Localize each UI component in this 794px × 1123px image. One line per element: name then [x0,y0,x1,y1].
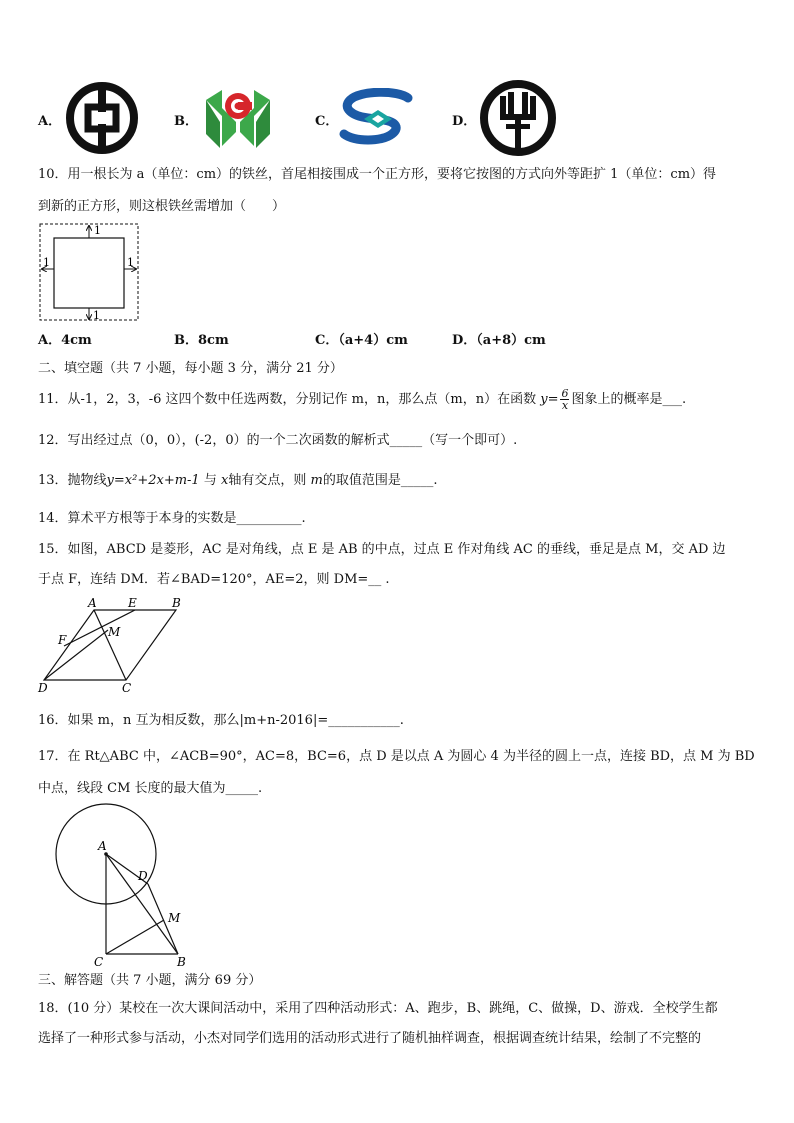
label-m: M [108,625,121,639]
label-e: E [128,596,137,610]
agricultural-bank-logo-icon [478,78,558,158]
q11-pre: 11．从-1，2，3，-6 这四个数中任选两数，分别记作 m，n，那么点（m，n）在函数 [38,392,537,407]
fig-label-right: 1 [127,256,134,269]
label-d: D [138,869,148,883]
label-a: A [98,839,107,853]
label-c: C [94,955,104,968]
fig-label-left: 1 [43,256,50,269]
option-d-label: D． [452,114,477,129]
option-a-label: A． [38,114,62,129]
q13-x: x [221,473,229,488]
everbright-bank-logo-icon [338,88,418,150]
q17-circle-figure [50,800,190,968]
q13-line [38,472,437,490]
fig-label-bottom: 1 [93,309,100,322]
label-f: F [58,633,67,647]
label-d: D [38,681,48,694]
q13-post: 的取值范围是_____. [322,473,438,488]
label-m: M [168,911,181,925]
q13-mid2: 轴有交点，则 [228,473,307,488]
q10-line2: 到新的正方形，则这根铁丝需增加（ ） [38,199,286,214]
q13-pre: 13．抛物线 [38,473,107,488]
q11-numerator: 6 [561,387,569,400]
q17-line1: 17．在 Rt△ABC 中，∠ACB=90°，AC=8，BC=6，点 D 是以点 A 为圆心 4 为半径的圆上一点，连接 BD，点 M 为 BD [38,749,755,764]
label-b: B [172,596,181,610]
label-b: B [177,955,186,968]
q10-square-figure [38,222,140,322]
bank-of-china-logo-icon [64,80,140,156]
q10-option-d: D．（a+8）cm [452,333,546,348]
q13-mid: 与 [203,473,217,488]
segment-cm [106,920,164,954]
q18-line1: 18．(10 分）某校在一次大课间活动中，采用了四种活动形式：A、跑步，B、跳绳，C、做操，D、游戏．全校学生都 [38,1001,718,1016]
q18-line2: 选择了一种形式参与活动，小杰对同学们选用的活动形式进行了随机抽样调查，根据调查统计结果，绘制了不完整的 [38,1031,702,1046]
q11-fraction [560,388,569,411]
construction-bank-logo-icon [202,82,274,154]
q10-line1: 10．用一根长为 a（单位：cm）的铁丝，首尾相接围成一个正方形，要将它按图的方式向外等距扩 1（单位：cm）得 [38,167,717,182]
q11-y: y [540,392,548,407]
q13-m: m [310,473,323,488]
q15-line2: 于点 F，连结 DM．若∠BAD=120°，AE=2，则 DM=__ . [38,572,390,587]
q15-rhombus-figure [36,596,186,694]
q17-line2: 中点，线段 CM 长度的最大值为_____. [38,781,263,796]
q10-option-b: B．8cm [174,333,229,348]
section2-heading: 二、填空题（共 7 小题，每小题 3 分，满分 21 分） [38,361,343,376]
diagonal-ac [94,610,126,680]
q10-option-a: A．4cm [38,333,92,348]
segment-dm [44,630,108,680]
label-c: C [122,681,132,694]
q14-line: 14．算术平方根等于本身的实数是__________. [38,511,306,526]
q11-line [38,388,686,412]
q13-expr: y=x²+2x+m-1 [106,473,200,488]
q11-eq: = [547,392,559,407]
section3-heading: 三、解答题（共 7 小题，满分 69 分） [38,973,262,988]
option-b-label: B． [174,114,198,129]
q16-line: 16．如果 m，n 互为相反数，那么|m+n-2016|=___________. [38,713,404,728]
q10-option-c: C．（a+4）cm [315,333,408,348]
q11-post: 图象上的概率是___. [571,392,687,407]
option-c-label: C． [315,114,339,129]
q12-line: 12．写出经过点（0，0），(-2，0）的一个二次函数的解析式_____（写一个即可）. [38,433,518,448]
q11-denominator: x [561,399,569,412]
segment-ef [64,610,135,646]
fig-label-top: 1 [94,224,101,237]
q15-line1: 15．如图，ABCD 是菱形，AC 是对角线，点 E 是 AB 的中点，过点 E 作对角线 AC 的垂线，垂足是点 M，交 AD 边 [38,542,726,557]
label-a: A [88,596,97,610]
